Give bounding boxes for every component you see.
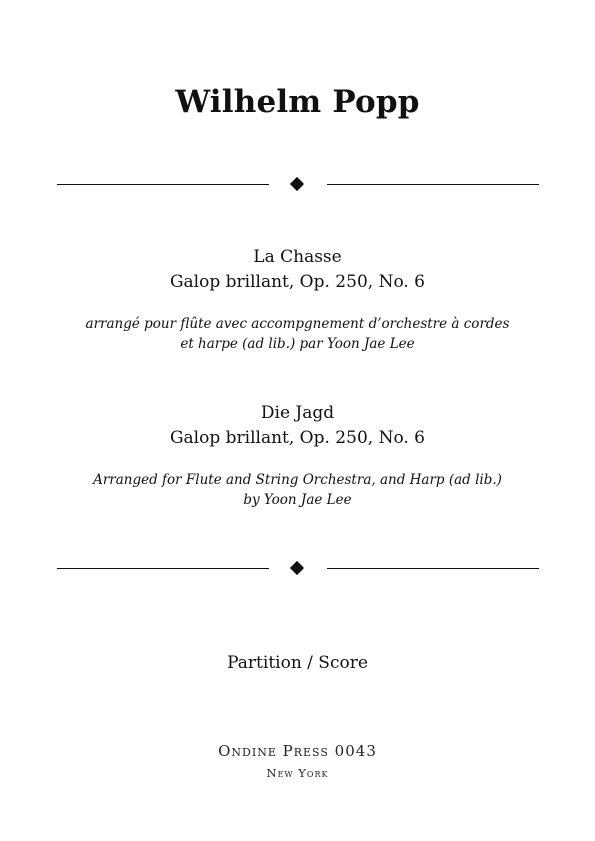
publisher-city: New York (266, 766, 329, 780)
divider-rule-right (327, 568, 539, 569)
ornamental-divider-top (0, 177, 595, 191)
french-arrangement-line-1: arrangé pour flûte avec accompgnement d’orchestre à cordes (85, 316, 510, 332)
german-subtitle: Galop brillant, Op. 250, No. 6 (169, 428, 426, 448)
divider-rule-left (57, 184, 269, 185)
publisher-name: Ondine Press 0043 (218, 742, 377, 760)
french-arrangement-line-2: et harpe (ad lib.) par Yoon Jae Lee (180, 336, 415, 352)
divider-rule-left (57, 568, 269, 569)
diamond-ornament-icon (290, 177, 304, 191)
english-arrangement-line-1: Arranged for Flute and String Orchestra, and Harp (ad lib.) (93, 472, 502, 488)
english-arrangement-line-2: by Yoon Jae Lee (243, 492, 352, 508)
diamond-ornament-icon (290, 561, 304, 575)
composer-name: Wilhelm Popp (175, 84, 420, 120)
divider-rule-right (327, 184, 539, 185)
french-title: La Chasse (253, 247, 342, 267)
ornamental-divider-bottom (0, 561, 595, 575)
french-subtitle: Galop brillant, Op. 250, No. 6 (169, 272, 426, 292)
german-title: Die Jagd (260, 403, 335, 423)
score-label: Partition / Score (227, 653, 368, 673)
